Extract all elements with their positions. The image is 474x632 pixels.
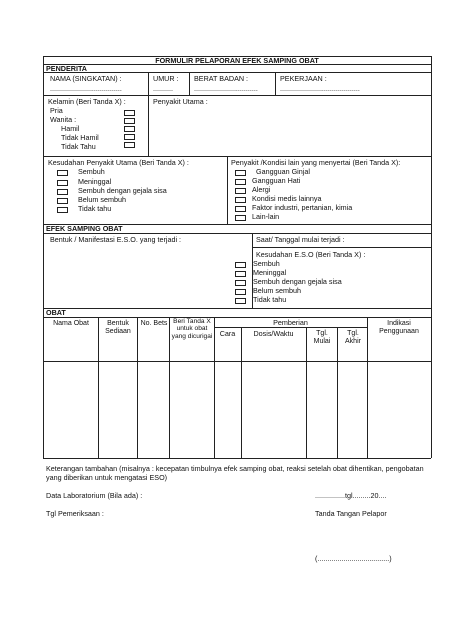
wanita-label: Wanita : [50, 115, 77, 124]
signature-field[interactable]: (....................................) [315, 554, 392, 563]
kesudahan-eso-checkbox[interactable] [235, 298, 246, 304]
col-tgl-akhir: Tgl. Akhir [345, 330, 361, 345]
kesudahan-checkbox[interactable] [57, 198, 68, 204]
section-header-efek: EFEK SAMPING OBAT [46, 224, 123, 233]
col-no-bets: No. Bets [140, 320, 168, 327]
berat-badan-label: BERAT BADAN : [194, 74, 249, 83]
penyakit-utama-label: Penyakit Utama : [153, 97, 208, 106]
penyakit-lain-checkbox[interactable] [235, 197, 246, 203]
rule [43, 361, 431, 362]
kesudahan-eso-option: Belum sembuh [253, 286, 301, 295]
rule [43, 233, 431, 234]
kesudahan-label: Kesudahan Penyakit Utama (Beri Tanda X) : [48, 158, 189, 167]
tanggal-field[interactable]: ...............tgl.........20.... [315, 491, 387, 500]
tanda-tangan-label: Tanda Tangan Pelapor [315, 509, 387, 518]
col-cara: Cara [219, 329, 236, 338]
penyakit-lain-checkbox[interactable] [235, 179, 246, 185]
hamil-checkbox[interactable] [124, 126, 135, 132]
section-header-penderita: PENDERITA [46, 64, 87, 73]
kesudahan-eso-option: Sembuh [253, 259, 280, 268]
penyakit-lain-option: Gangguan Hati [252, 176, 301, 185]
form-title: FORMULIR PELAPORAN EFEK SAMPING OBAT [155, 56, 319, 65]
rule [43, 156, 431, 157]
col-beri-tanda: Beri Tanda X untuk obat yang dicurigai [171, 318, 213, 340]
col-dosis-waktu: Dosis/Waktu [253, 329, 294, 338]
penyakit-lain-option: Gangguan Ginjal [256, 167, 310, 176]
kesudahan-checkbox[interactable] [57, 180, 68, 186]
kesudahan-eso-option: Meninggal [253, 268, 287, 277]
kesudahan-eso-option: Sembuh dengan gejala sisa [253, 277, 342, 286]
rule [189, 72, 190, 95]
tidak-tahu-label: Tidak Tahu [61, 142, 96, 151]
rule [306, 327, 307, 458]
rule [241, 327, 242, 458]
rule [337, 327, 338, 458]
pria-label: Pria [50, 106, 63, 115]
form-border-bottom [43, 458, 431, 459]
kesudahan-option: Sembuh dengan gejala sisa [78, 186, 167, 195]
penyakit-lain-option: Kondisi medis lainnya [252, 194, 322, 203]
hamil-label: Hamil [61, 124, 80, 133]
rule [214, 317, 215, 458]
penyakit-lain-checkbox[interactable] [235, 188, 246, 194]
tidak-hamil-checkbox[interactable] [124, 134, 135, 140]
kesudahan-option: Belum sembuh [78, 195, 126, 204]
penyakit-lain-option: Alergi [252, 185, 271, 194]
penyakit-lain-checkbox[interactable] [235, 215, 246, 221]
rule [275, 72, 276, 95]
section-header-obat: OBAT [46, 308, 66, 317]
penyakit-lain-checkbox[interactable] [235, 206, 246, 212]
col-tgl-mulai: Tgl. Mulai [313, 330, 331, 345]
kesudahan-option: Meninggal [78, 177, 112, 186]
tidak-tahu-checkbox[interactable] [124, 142, 135, 148]
tgl-pemeriksaan-label: Tgl Pemeriksaan : [46, 509, 104, 518]
kesudahan-eso-label: Kesudahan E.S.O (Beri Tanda X) : [256, 250, 366, 259]
kesudahan-checkbox[interactable] [57, 189, 68, 195]
pria-checkbox[interactable] [124, 110, 135, 116]
saat-mulai-label: Saat/ Tanggal mulai terjadi : [256, 235, 345, 244]
umur-field[interactable]: .......... [153, 84, 173, 93]
rule [252, 247, 431, 248]
nama-field[interactable]: .................................... [50, 84, 122, 93]
form-border-right [431, 56, 432, 458]
rule [148, 72, 149, 156]
penyakit-lain-option: Faktor industri, pertanian, kimia [252, 203, 353, 212]
form-border-left [43, 56, 44, 458]
col-pemberian: Pemberian [273, 318, 308, 327]
col-bentuk-sediaan: Bentuk Sediaan [105, 320, 131, 335]
kesudahan-eso-option: Tidak tahu [253, 295, 287, 304]
kesudahan-eso-checkbox[interactable] [235, 280, 246, 286]
berat-badan-field[interactable]: ................................ [194, 84, 258, 93]
rule [43, 308, 431, 309]
penyakit-lain-checkbox[interactable] [235, 170, 246, 176]
kesudahan-eso-checkbox[interactable] [235, 289, 246, 295]
kesudahan-option: Tidak tahu [78, 204, 112, 213]
rule [43, 72, 431, 73]
kesudahan-eso-checkbox[interactable] [235, 262, 246, 268]
penyakit-lain-option: Lain-lain [252, 212, 280, 221]
col-nama-obat: Nama Obat [53, 320, 89, 327]
rule [43, 95, 431, 96]
col-indikasi: Indikasi Penggunaan [379, 320, 419, 335]
bentuk-manifestasi-label: Bentuk / Manifestasi E.S.O. yang terjadi : [50, 235, 182, 244]
tidak-hamil-label: Tidak Hamil [61, 133, 99, 142]
kelamin-label: Kelamin (Beri Tanda X) : [48, 97, 126, 106]
nama-label: NAMA (SINGKATAN) : [50, 74, 122, 83]
kesudahan-eso-checkbox[interactable] [235, 271, 246, 277]
rule [367, 317, 368, 458]
wanita-checkbox[interactable] [124, 118, 135, 124]
rule [43, 317, 431, 318]
kesudahan-option: Sembuh [78, 167, 105, 176]
rule [137, 317, 138, 458]
data-lab-label: Data Laboratorium (Bila ada) : [46, 491, 143, 500]
kesudahan-checkbox[interactable] [57, 207, 68, 213]
rule [214, 327, 367, 328]
rule [98, 317, 99, 458]
rule [227, 156, 228, 224]
keterangan-tambahan: Keterangan tambahan (misalnya : kecepatan timbulnya efek samping obat, reaksi setelah obat dihentikan, pengobatan yang diberikan untuk mengatasi ESO) [46, 464, 424, 482]
penyakit-lain-label: Penyakit /Kondisi lain yang menyertai (Beri Tanda X): [231, 158, 401, 167]
rule [169, 317, 170, 458]
kesudahan-checkbox[interactable] [57, 170, 68, 176]
umur-label: UMUR : [153, 74, 179, 83]
pekerjaan-field[interactable]: ........................................ [280, 84, 360, 93]
pekerjaan-label: PEKERJAAN : [280, 74, 327, 83]
